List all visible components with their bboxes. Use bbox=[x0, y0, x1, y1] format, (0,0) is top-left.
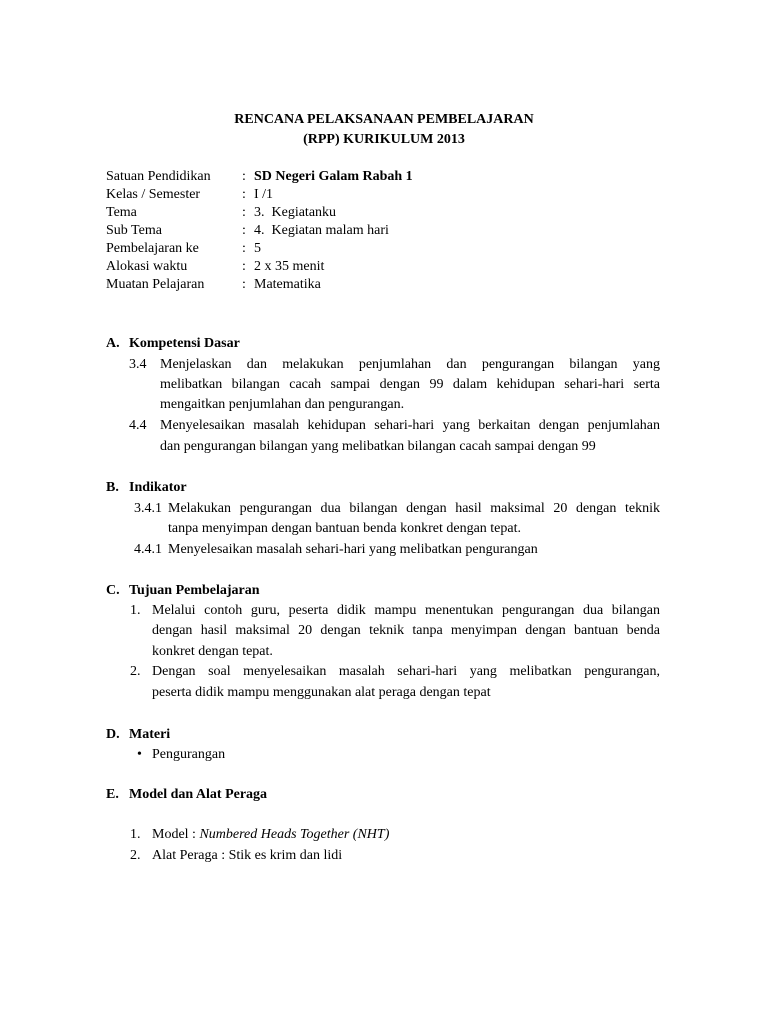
info-label: Pembelajaran ke bbox=[106, 241, 199, 256]
list-item-line: Menyelesaikan masalah sehari-hari yang melibatkan pengurangan bbox=[168, 542, 538, 557]
list-item-line: konkret dengan tepat. bbox=[152, 644, 273, 659]
info-label: Sub Tema bbox=[106, 223, 162, 238]
section-b-heading bbox=[106, 478, 187, 498]
list-item-line: mengaitkan penjumlahan dan pengurangan. bbox=[160, 397, 405, 412]
list-item-line: Melalui contoh guru, peserta didik mampu menentukan pengurangan dua bilangan bbox=[152, 603, 660, 618]
list-item-number: 3.4 bbox=[129, 357, 147, 372]
section-letter: B. bbox=[106, 480, 119, 495]
list-item-line: melibatkan bilangan cacah sampai dengan 99 dalam kehidupan sehari-hari serta bbox=[160, 377, 660, 392]
list-item-model bbox=[152, 825, 389, 845]
list-item-prefix: Model : bbox=[152, 827, 200, 842]
list-item-number: 3.4.1 bbox=[134, 501, 162, 516]
list-item-line: Melakukan pengurangan dua bilangan dengan hasil maksimal 20 dengan teknik bbox=[168, 501, 660, 516]
list-item-number: 4.4.1 bbox=[134, 542, 162, 557]
section-letter: C. bbox=[106, 583, 120, 598]
list-item-number: 4.4 bbox=[129, 418, 147, 433]
section-title: Indikator bbox=[129, 480, 187, 495]
info-value: I /1 bbox=[254, 187, 274, 202]
document-title-line-2: (RPP) KURIKULUM 2013 bbox=[303, 132, 465, 147]
section-a-heading bbox=[106, 334, 240, 354]
info-colon: : bbox=[242, 205, 246, 220]
list-item: Pengurangan bbox=[152, 747, 226, 762]
section-letter: E. bbox=[106, 787, 119, 802]
info-colon: : bbox=[242, 169, 246, 184]
info-colon: : bbox=[242, 223, 246, 238]
list-item-line: dan pengurangan bilangan yang melibatkan bilangan cacah sampai dengan 99 bbox=[160, 439, 596, 454]
section-d-heading bbox=[106, 725, 170, 745]
info-label: Kelas / Semester bbox=[106, 187, 201, 202]
section-letter: D. bbox=[106, 727, 120, 742]
info-colon: : bbox=[242, 277, 246, 292]
list-item-line: Menjelaskan dan melakukan penjumlahan dan pengurangan bilangan yang bbox=[160, 357, 660, 372]
section-title: Tujuan Pembelajaran bbox=[129, 583, 260, 598]
info-value: 5 bbox=[254, 241, 261, 256]
info-value: SD Negeri Galam Rabah 1 bbox=[254, 169, 413, 184]
section-e-heading bbox=[106, 785, 267, 805]
list-item-number: 1. bbox=[130, 603, 141, 618]
info-colon: : bbox=[242, 241, 246, 256]
model-name: Numbered Heads Together (NHT) bbox=[199, 827, 390, 842]
document-title-line-1: RENCANA PELAKSANAAN PEMBELAJARAN bbox=[234, 112, 534, 127]
section-title: Materi bbox=[129, 727, 171, 742]
list-item-number: 2. bbox=[130, 848, 141, 863]
info-value: 2 x 35 menit bbox=[254, 259, 325, 274]
bullet-icon: • bbox=[137, 747, 142, 762]
info-colon: : bbox=[242, 259, 246, 274]
info-value: 3. Kegiatanku bbox=[254, 205, 337, 220]
info-value: 4. Kegiatan malam hari bbox=[254, 223, 389, 238]
list-item-line: tanpa menyimpan dengan bantuan benda konkret dengan tepat. bbox=[168, 521, 521, 536]
list-item-line: peserta didik mampu menggunakan alat peraga dengan tepat bbox=[152, 685, 491, 700]
info-colon: : bbox=[242, 187, 246, 202]
section-letter: A. bbox=[106, 336, 120, 351]
list-item-alat-peraga: Alat Peraga : Stik es krim dan lidi bbox=[152, 848, 343, 863]
list-item-number: 2. bbox=[130, 664, 141, 679]
info-value: Matematika bbox=[254, 277, 321, 292]
section-title: Model dan Alat Peraga bbox=[129, 787, 268, 802]
list-item-line: Menyelesaikan masalah kehidupan sehari-hari yang berkaitan dengan penjumlahan bbox=[160, 418, 660, 433]
list-item-number: 1. bbox=[130, 827, 141, 842]
list-item-line: dengan hasil maksimal 20 dengan teknik tanpa menyimpan dengan bantuan benda bbox=[152, 623, 660, 638]
info-label: Satuan Pendidikan bbox=[106, 169, 211, 184]
info-label: Tema bbox=[106, 205, 137, 220]
section-c-heading bbox=[106, 581, 260, 601]
section-title: Kompetensi Dasar bbox=[129, 336, 240, 351]
list-item-line: Dengan soal menyelesaikan masalah sehari-hari yang melibatkan pengurangan, bbox=[152, 664, 660, 679]
info-label: Alokasi waktu bbox=[106, 259, 188, 274]
info-label: Muatan Pelajaran bbox=[106, 277, 205, 292]
